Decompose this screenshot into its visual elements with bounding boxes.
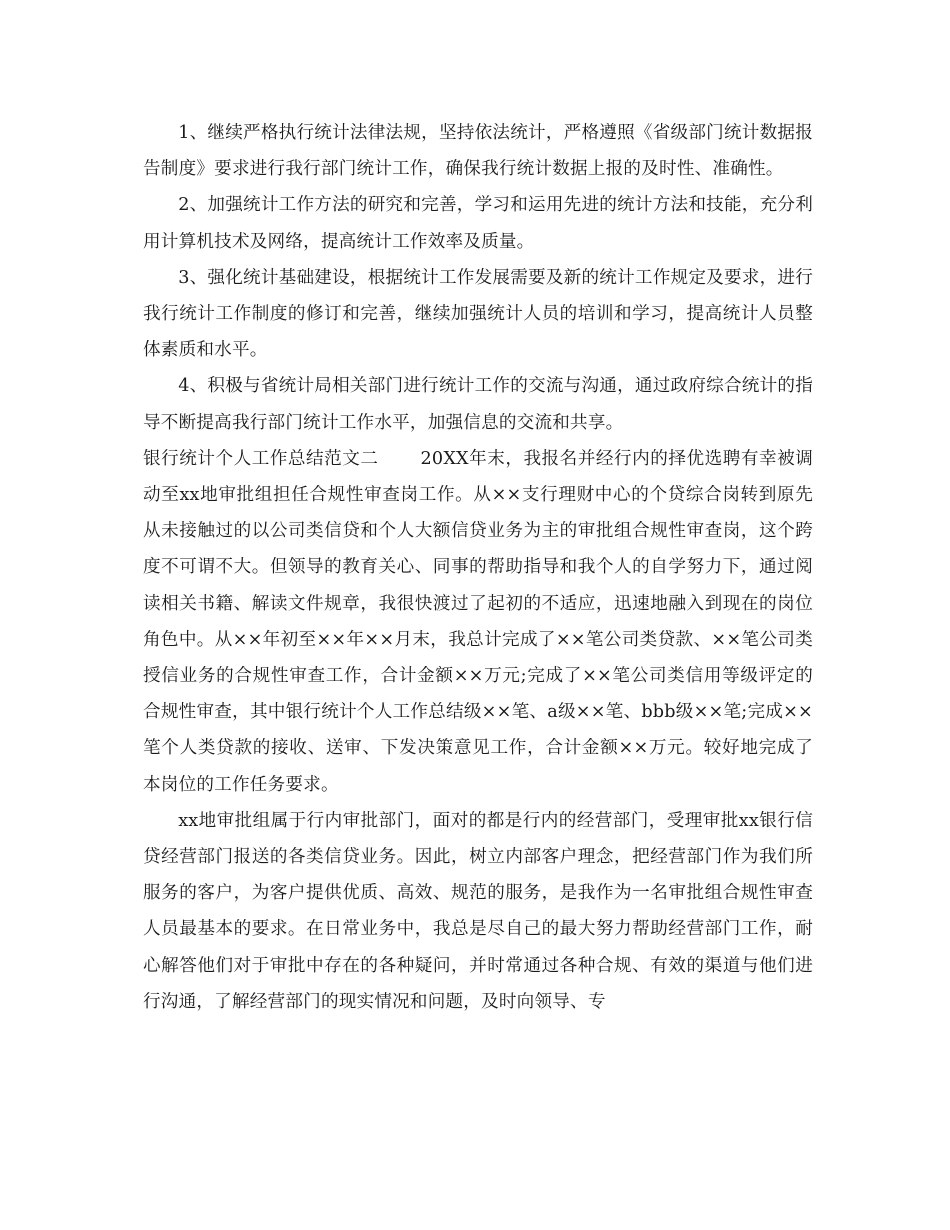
section-title: 银行统计个人工作总结范文二 (143, 448, 379, 469)
section-block (143, 441, 813, 803)
document-page (143, 115, 813, 1020)
section-body: 20XX年末，我报名并经行内的择优选聘有幸被调动至xx地审批组担任合规性审查岗工作。从××支行理财中心的个贷综合岗转到原先从未接触过的以公司类信贷和个人大额信贷业务为主的审批组合规性审查岗，这个跨度不可谓不大。但领导的教育关心、同事的帮助指导和我个人的自学努力下，通过阅读相关书籍、解读文件规章，我很快渡过了起初的不适应，迅速地融入到现在的岗位角色中。从××年初至××年××月末，我总计完成了××笔公司类贷款、××笔公司类授信业务的合规性审查工作，合计金额××万元;完成了××笔公司类信用等级评定的合规性审查，其中银行统计个人工作总结级××笔、a级××笔、bbb级××笔;完成××笔个人类贷款的接收、送审、下发决策意见工作，合计金额××万元。较好地完成了本岗位的工作任务要求。 (143, 448, 813, 795)
paragraph-1: 1、继续严格执行统计法律法规，坚持依法统计，严格遵照《省级部门统计数据报告制度》要求进行我行部门统计工作，确保我行统计数据上报的及时性、准确性。 (143, 123, 813, 180)
paragraph-4: 4、积极与省统计局相关部门进行统计工作的交流与沟通，通过政府综合统计的指导不断提高我行部门统计工作水平，加强信息的交流和共享。 (143, 376, 813, 433)
paragraph-2: 2、加强统计工作方法的研究和完善，学习和运用先进的统计方法和技能，充分利用计算机技术及网络，提高统计工作效率及质量。 (143, 195, 813, 252)
paragraph-final: xx地审批组属于行内审批部门，面对的都是行内的经营部门，受理审批xx银行信贷经营部门报送的各类信贷业务。因此，树立内部客户理念，把经营部门作为我们所服务的客户，为客户提供优质、高效、规范的服务，是我作为一名审批组合规性审查人员最基本的要求。在日常业务中，我总是尽自己的最大努力帮助经营部门工作，耐心解答他们对于审批中存在的各种疑问，并时常通过各种合规、有效的渠道与他们进行沟通，了解经营部门的现实情况和问题，及时向领导、专 (143, 810, 813, 1012)
paragraph-3: 3、强化统计基础建设，根据统计工作发展需要及新的统计工作规定及要求，进行我行统计工作制度的修订和完善，继续加强统计人员的培训和学习，提高统计人员整体素质和水平。 (143, 267, 813, 361)
